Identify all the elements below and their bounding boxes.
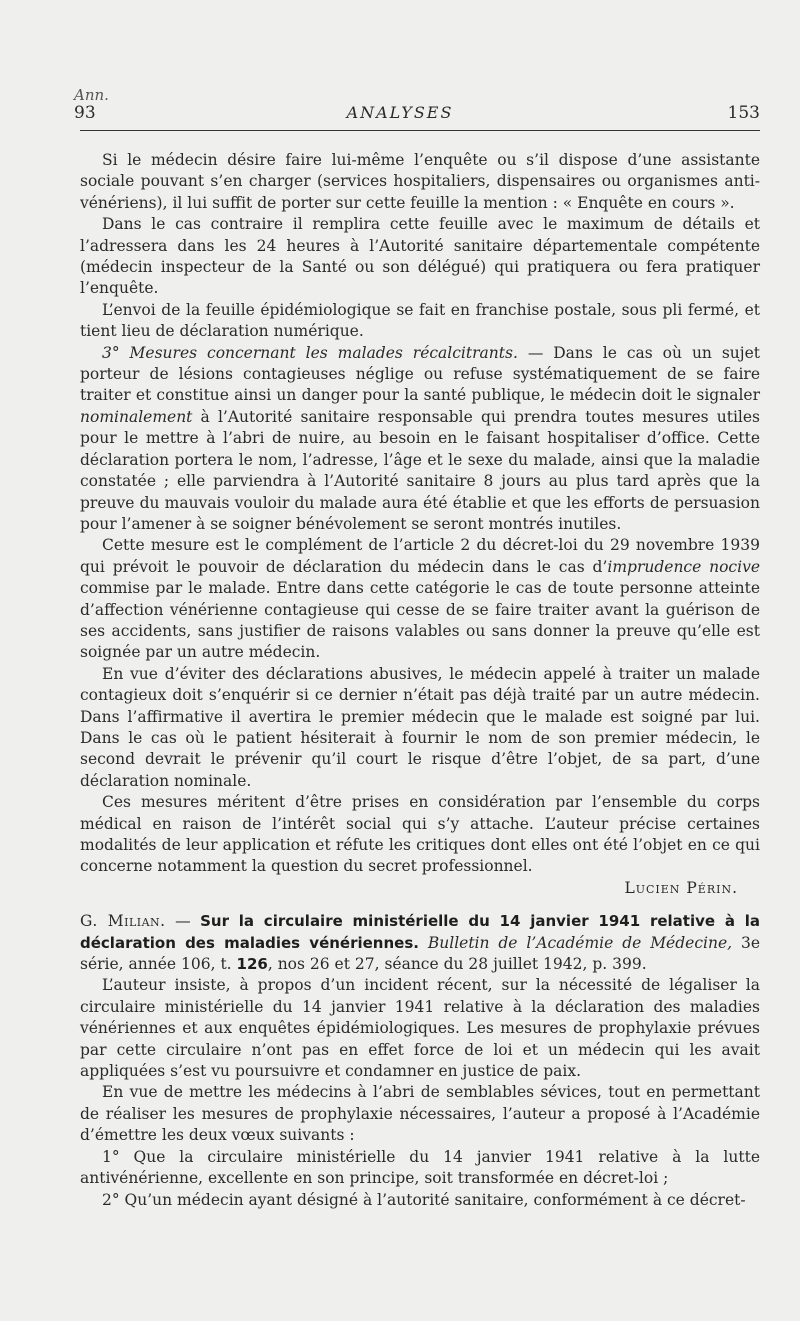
article-title: Sur la circulaire ministérielle du 14 janvier 1941 relative à la déclaration des maladies vénériennes.	[80, 912, 760, 952]
journal-name: Bulletin de l’Académie de Médecine,	[418, 933, 733, 952]
paragraph: 2° Qu’un médecin ayant désigné à l’autorité sanitaire, conformément à ce décret-	[102, 1190, 746, 1209]
page-body	[80, 150, 760, 1211]
paragraph: En vue de mettre les médecins à l’abri de semblables sévices, tout en permettant de réaliser les mesures de prophylaxie nécessaires, l’auteur a proposé à l’Académie d’émettre les deux vœux suivants :	[80, 1083, 760, 1145]
paragraph: Si le médecin désire faire lui-même l’enquête ou s’il dispose d’une assistante sociale pouvant s’en charger (services hospitaliers, dispensaires ou organismes anti-vénériens), il lui suffit de porter sur cette feuille la mention : « Enquête en cours ».	[80, 151, 760, 212]
page-number: 153	[727, 103, 760, 123]
header-rule	[80, 130, 760, 131]
spacer	[80, 899, 760, 911]
paragraph: L’auteur insiste, à propos d’un incident récent, sur la nécessité de légaliser la circulaire ministérielle du 14 janvier 1941 relative à la déclaration des maladies vénériennes et aux enquêtes épidémiologiques. Les mesures de prophylaxie prévues par cette circulaire n’ont pas en effet force de loi et un médecin qui les avait appliquées s’est vu poursuivre et condamner en justice de paix.	[80, 976, 760, 1081]
bibliographic-entry: G. Milian. — Sur la circulaire ministérielle du 14 janvier 1941 relative à la déclaration des maladies vénériennes. Bulletin de l’Académie de Médecine, 3e série, année 106, t. 126, nos 26 et 27, séance du 28 juillet 1942, p. 399.	[80, 912, 760, 974]
reviewer-signature: Lucien Périn.	[624, 878, 738, 897]
paragraph: Dans le cas contraire il remplira cette feuille avec le maximum de détails et l’adressera dans les 24 heures à l’Autorité sanitaire départementale compétente (médecin inspecteur de la Santé ou son délégué) qui pratiquera ou fera pratiquer l’enquête.	[80, 215, 760, 298]
paragraph: L’envoi de la feuille épidémiologique se fait en franchise postale, sous pli fermé, et tient lieu de déclaration numérique.	[80, 300, 760, 341]
volume-number: 93	[74, 103, 96, 123]
running-title: ANALYSES	[346, 103, 454, 122]
section-heading: 3° Mesures concernant les malades récalcitrants.	[102, 343, 518, 362]
paragraph: 1° Que la circulaire ministérielle du 14 janvier 1941 relative à la lutte antivénérienne, excellente en son principe, soit transformée en décret-loi ;	[80, 1147, 760, 1188]
paragraph: Ces mesures méritent d’être prises en considération par l’ensemble du corps médical en raison de l’intérêt social qui s’y attache. L’auteur précise certaines modalités de leur application et réfute les critiques dont elles ont été l’objet en ce qui concerne notamment la question du secret professionnel.	[80, 793, 760, 876]
handwritten-annotation: Ann.	[74, 86, 109, 104]
author-name: G. Milian.	[80, 912, 166, 931]
paragraph: En vue d’éviter des déclarations abusives, le médecin appelé à traiter un malade contagieux doit s’enquérir si ce dernier n’était pas déjà traité par un autre médecin. Dans l’affirmative il avertira le premier médecin que le malade est soigné par lui. Dans le cas où le patient hésiterait à fournir le nom de son premier médecin, le second devrait le prévenir qu’il court le risque d’être l’objet, de sa part, d’une déclaration nominale.	[80, 664, 760, 790]
paragraph: Cette mesure est le complément de l’article 2 du décret-loi du 29 novembre 1939 qui prévoit le pouvoir de déclaration du médecin dans le cas d’imprudence nocive commise par le malade. Entre dans cette catégorie le cas de toute personne atteinte d’affection vénérienne contagieuse qui cesse de se faire traiter avant la guérison de ses accidents, sans justifier de raisons valables ou sans donner la preuve qu’elle est soignée par un autre médecin.	[80, 536, 760, 662]
paragraph: 3° Mesures concernant les malades récalcitrants. — Dans le cas où un sujet porteur de lésions contagieuses néglige ou refuse systématiquement de se faire traiter et constitue ainsi un danger pour la santé publique, le médecin doit le signaler nominalement à l’Autorité sanitaire responsable qui prendra toutes mesures utiles pour le mettre à l’abri de nuire, au besoin en le faisant hospitaliser d’office. Cette déclaration portera le nom, l’adresse, l’âge et le sexe du malade, ainsi que la maladie constatée ; elle parviendra à l’Autorité sanitaire 8 jours au plus tard après que la preuve du mauvais vouloir du malade aura été établie et que les efforts de persuasion pour l’amener à se soigner bénévolement se seront montrés inutiles.	[80, 343, 760, 533]
